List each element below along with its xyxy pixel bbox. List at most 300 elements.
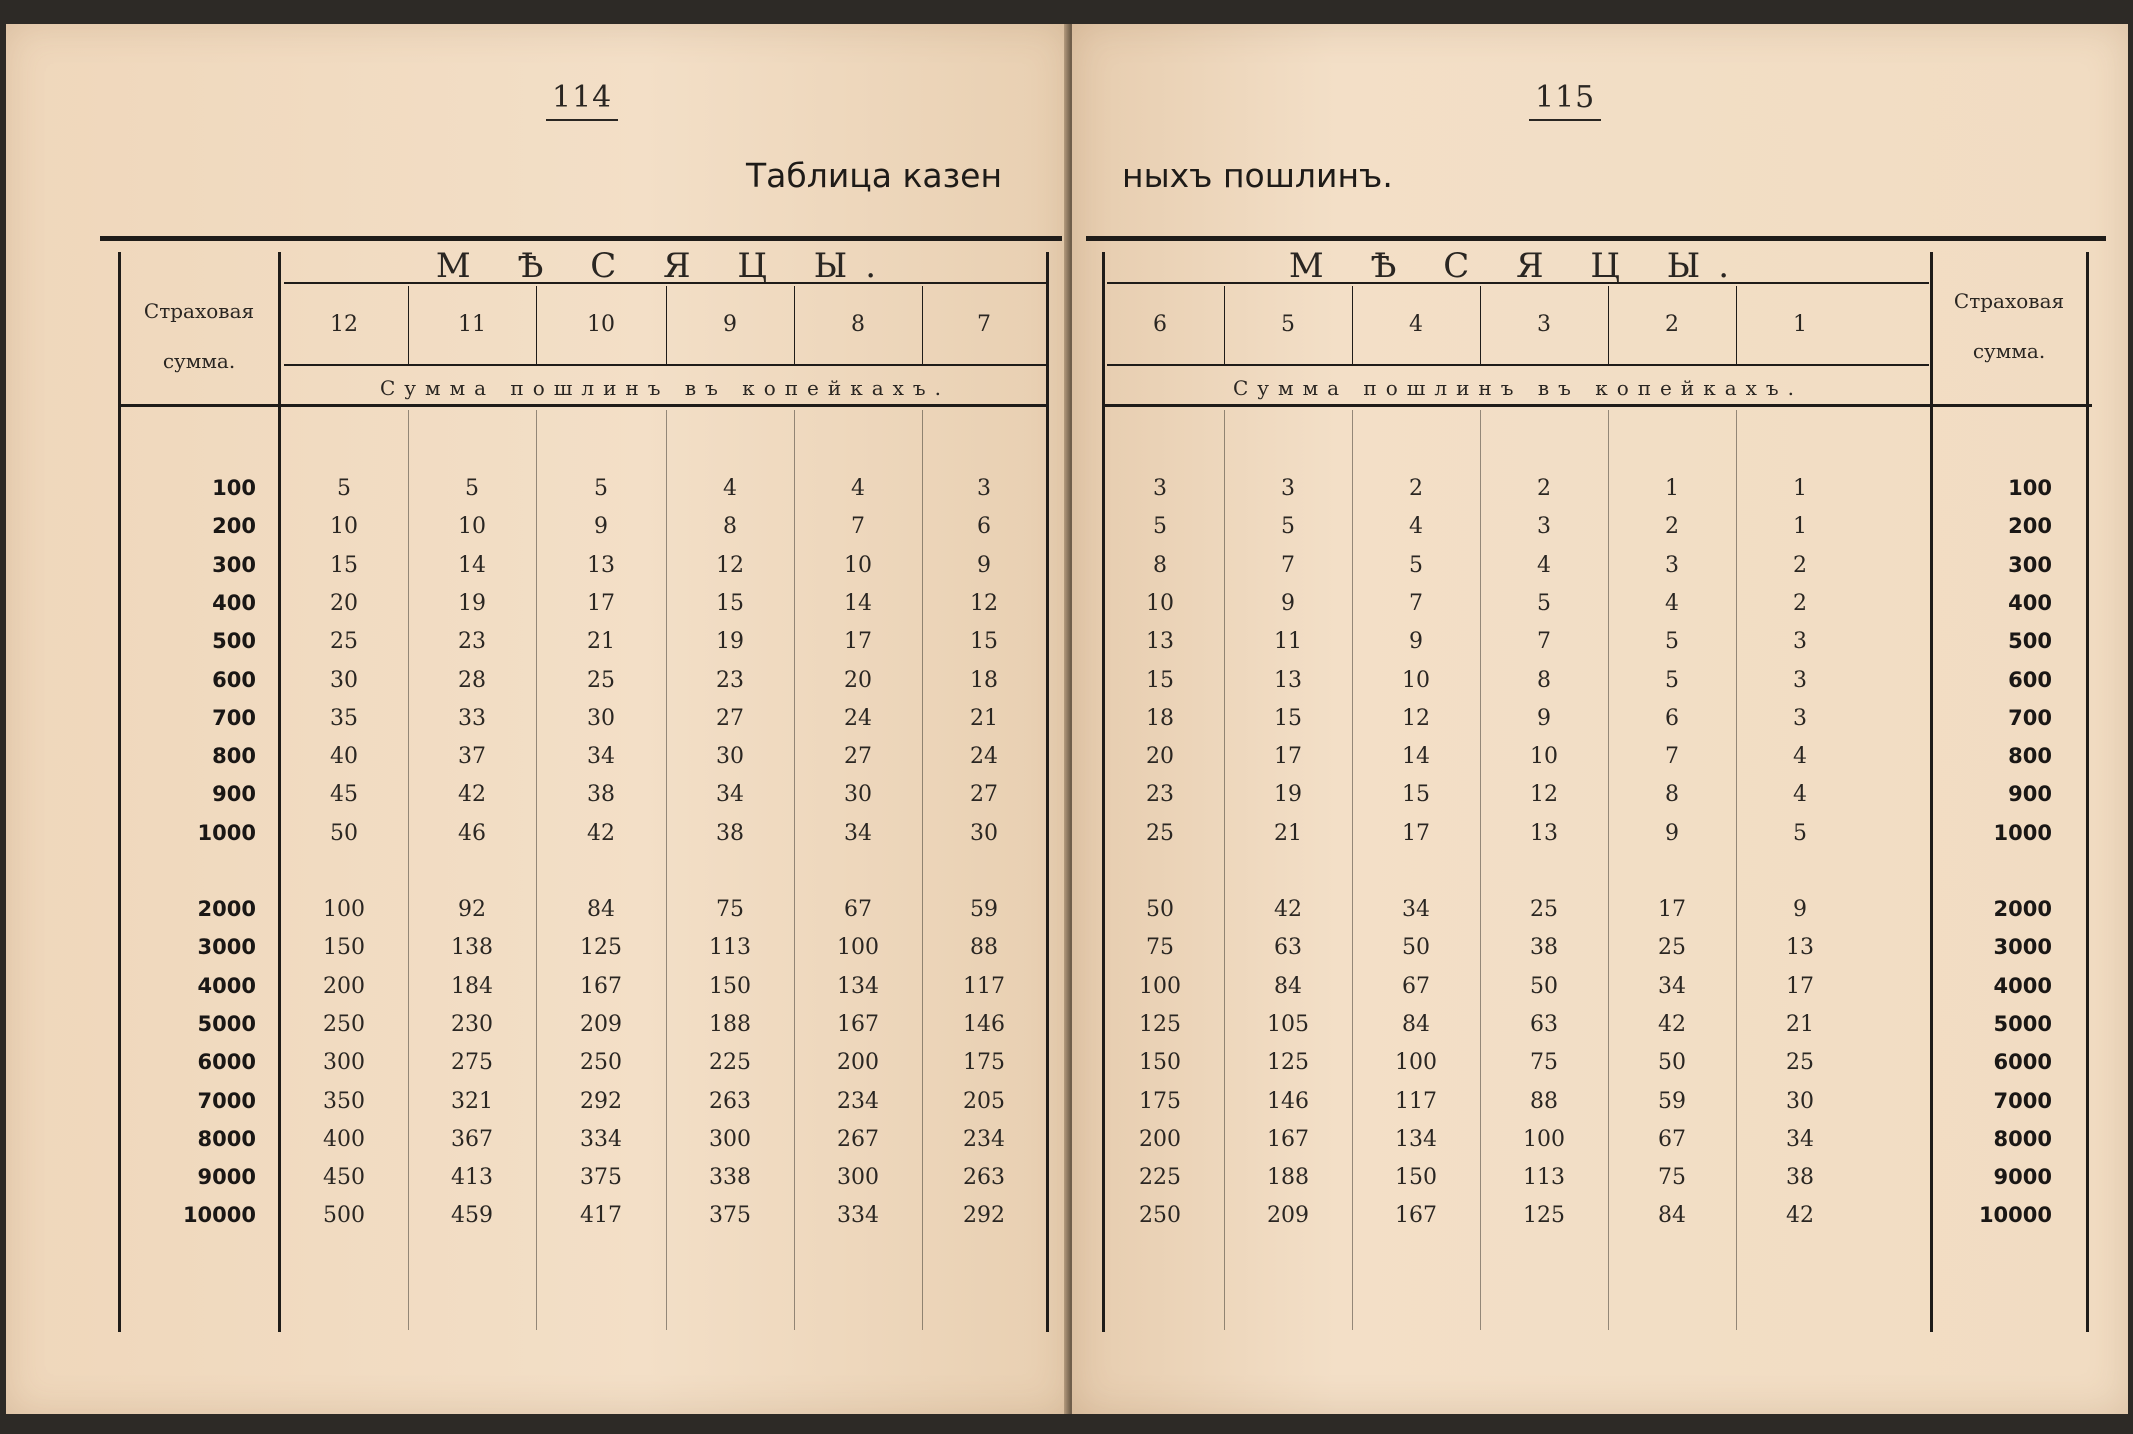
duty-cell: 59 bbox=[970, 897, 998, 922]
duty-cell: 205 bbox=[963, 1088, 1005, 1114]
duty-cell: 4 bbox=[851, 476, 865, 501]
duty-cell: 28 bbox=[458, 667, 486, 693]
duty-cell: 18 bbox=[1146, 705, 1174, 731]
insured-sum-value: 700 bbox=[212, 705, 256, 730]
duty-cell: 34 bbox=[1786, 1126, 1814, 1152]
duty-cell: 25 bbox=[1146, 820, 1174, 846]
duty-cell: 1 bbox=[1793, 514, 1807, 540]
duty-cell: 4 bbox=[1665, 590, 1679, 616]
duty-cell: 250 bbox=[580, 1050, 622, 1076]
duty-cell: 9 bbox=[977, 552, 991, 578]
duty-cell: 20 bbox=[1146, 744, 1174, 770]
duty-cell: 6 bbox=[1665, 705, 1679, 731]
duty-cell: 5 bbox=[1793, 820, 1807, 846]
duty-cell: 117 bbox=[1395, 1088, 1437, 1114]
duty-cell: 12 bbox=[1402, 705, 1430, 731]
duty-cell: 9 bbox=[1409, 629, 1423, 655]
duty-cell: 5 bbox=[337, 476, 351, 501]
body-col-divider bbox=[1736, 410, 1737, 1330]
duty-cell: 23 bbox=[458, 629, 486, 655]
duty-cell: 7 bbox=[1665, 744, 1679, 770]
insured-sum-header-left bbox=[124, 286, 274, 386]
insured-sum-value: 9000 bbox=[1993, 1165, 2052, 1190]
duty-cell: 75 bbox=[1530, 1050, 1558, 1076]
caption-right: Сумма пошлинъ въ копейкахъ. bbox=[1232, 376, 1804, 400]
duty-cell: 234 bbox=[837, 1088, 879, 1114]
duty-cell: 50 bbox=[1530, 973, 1558, 999]
sum-column-rule-right bbox=[1930, 252, 1933, 1332]
duty-cell: 230 bbox=[451, 1011, 493, 1037]
duty-cell: 15 bbox=[716, 590, 744, 616]
duty-cell: 23 bbox=[1146, 782, 1174, 808]
duty-cell: 413 bbox=[451, 1165, 493, 1191]
duty-cell: 367 bbox=[451, 1126, 493, 1152]
header-bottom-rule-right bbox=[1102, 404, 2092, 407]
header-bottom-rule-left bbox=[118, 404, 1046, 407]
duty-cell: 321 bbox=[451, 1088, 493, 1114]
duty-cell: 7 bbox=[1537, 629, 1551, 655]
insured-sum-value: 5000 bbox=[1993, 1011, 2052, 1036]
duty-cell: 10 bbox=[1402, 667, 1430, 693]
duty-cell: 34 bbox=[844, 820, 872, 846]
duty-cell: 3 bbox=[1793, 629, 1807, 655]
insured-sum-label: сумма. bbox=[1972, 339, 2046, 363]
insured-sum-value: 500 bbox=[212, 629, 256, 654]
insured-sum-value: 700 bbox=[2008, 705, 2052, 730]
duty-cell: 14 bbox=[844, 590, 872, 616]
insured-sum-value: 600 bbox=[212, 667, 256, 692]
duty-cell: 38 bbox=[1530, 935, 1558, 961]
duty-cell: 13 bbox=[587, 552, 615, 578]
duty-cell: 1 bbox=[1793, 476, 1807, 501]
duty-cell: 188 bbox=[1267, 1165, 1309, 1191]
duty-cell: 150 bbox=[1139, 1050, 1181, 1076]
duty-cell: 12 bbox=[970, 590, 998, 616]
duty-cell: 417 bbox=[580, 1203, 622, 1229]
duty-cell: 5 bbox=[465, 476, 479, 501]
duty-cell: 15 bbox=[1274, 705, 1302, 731]
sum-column-rule-left bbox=[278, 252, 281, 1332]
month-number: 12 bbox=[330, 312, 358, 337]
left-page bbox=[6, 24, 1070, 1414]
duty-cell: 267 bbox=[837, 1126, 879, 1152]
duty-cell: 3 bbox=[1153, 476, 1167, 501]
duty-cell: 84 bbox=[1402, 1011, 1430, 1037]
insured-sum-label: Страховая bbox=[1953, 289, 2065, 313]
duty-cell: 209 bbox=[1267, 1203, 1309, 1229]
duty-cell: 15 bbox=[1146, 667, 1174, 693]
body-col-divider bbox=[666, 410, 667, 1330]
duty-cell: 7 bbox=[851, 514, 865, 540]
duty-cell: 75 bbox=[716, 897, 744, 922]
month-col-divider bbox=[408, 286, 409, 366]
duty-cell: 19 bbox=[1274, 782, 1302, 808]
duty-cell: 2 bbox=[1665, 514, 1679, 540]
duty-cell: 15 bbox=[970, 629, 998, 655]
duty-cell: 125 bbox=[1267, 1050, 1309, 1076]
duty-cell: 59 bbox=[1658, 1088, 1686, 1114]
duty-cell: 2 bbox=[1793, 590, 1807, 616]
duty-cell: 13 bbox=[1786, 935, 1814, 961]
duty-cell: 292 bbox=[580, 1088, 622, 1114]
duty-cell: 6 bbox=[977, 514, 991, 540]
duty-cell: 338 bbox=[709, 1165, 751, 1191]
duty-cell: 75 bbox=[1146, 935, 1174, 961]
duty-cell: 9 bbox=[1665, 820, 1679, 846]
duty-cell: 8 bbox=[1537, 667, 1551, 693]
duty-cell: 100 bbox=[1523, 1126, 1565, 1152]
month-number: 3 bbox=[1537, 312, 1551, 337]
duty-cell: 3 bbox=[1793, 667, 1807, 693]
duty-cell: 24 bbox=[844, 705, 872, 731]
insured-sum-value: 4000 bbox=[1993, 973, 2052, 998]
duty-cell: 21 bbox=[1274, 820, 1302, 846]
duty-cell: 84 bbox=[1274, 973, 1302, 999]
duty-cell: 84 bbox=[587, 897, 615, 922]
month-number: 8 bbox=[851, 312, 865, 337]
duty-cell: 50 bbox=[330, 820, 358, 846]
duty-cell: 5 bbox=[1537, 590, 1551, 616]
duty-cell: 125 bbox=[1139, 1011, 1181, 1037]
duty-cell: 263 bbox=[709, 1088, 751, 1114]
duty-cell: 12 bbox=[1530, 782, 1558, 808]
duty-cell: 10 bbox=[844, 552, 872, 578]
duty-cell: 5 bbox=[594, 476, 608, 501]
month-number: 9 bbox=[723, 312, 737, 337]
duty-cell: 167 bbox=[837, 1011, 879, 1037]
duty-cell: 25 bbox=[1530, 897, 1558, 922]
duty-cell: 134 bbox=[1395, 1126, 1437, 1152]
body-col-divider bbox=[1352, 410, 1353, 1330]
duty-cell: 5 bbox=[1153, 514, 1167, 540]
insured-sum-value: 5000 bbox=[197, 1011, 256, 1036]
insured-sum-value: 3000 bbox=[197, 935, 256, 960]
duty-cell: 19 bbox=[458, 590, 486, 616]
duty-cell: 3 bbox=[1537, 514, 1551, 540]
duty-cell: 27 bbox=[970, 782, 998, 808]
duty-cell: 88 bbox=[1530, 1088, 1558, 1114]
duty-cell: 50 bbox=[1658, 1050, 1686, 1076]
duty-cell: 100 bbox=[837, 935, 879, 961]
insured-sum-value: 6000 bbox=[197, 1050, 256, 1075]
duty-cell: 30 bbox=[1786, 1088, 1814, 1114]
duty-cell: 167 bbox=[580, 973, 622, 999]
duty-cell: 3 bbox=[1665, 552, 1679, 578]
duty-cell: 334 bbox=[580, 1126, 622, 1152]
duty-cell: 27 bbox=[716, 705, 744, 731]
duty-cell: 200 bbox=[837, 1050, 879, 1076]
month-col-divider bbox=[1224, 286, 1225, 366]
month-numbers-bottom-rule-right bbox=[1107, 364, 1929, 366]
body-col-divider bbox=[1608, 410, 1609, 1330]
duty-cell: 42 bbox=[1274, 897, 1302, 922]
page-number-left: 114 bbox=[546, 80, 618, 121]
duty-cell: 35 bbox=[330, 705, 358, 731]
duty-cell: 188 bbox=[709, 1011, 751, 1037]
duty-cell: 10 bbox=[1530, 744, 1558, 770]
table-title-right: ныхъ пошлинъ. bbox=[1122, 156, 1393, 195]
insured-sum-value: 8000 bbox=[197, 1126, 256, 1151]
insured-sum-header-right bbox=[1934, 276, 2084, 376]
duty-cell: 375 bbox=[580, 1165, 622, 1191]
outer-vertical-rule-right bbox=[2086, 252, 2089, 1332]
duty-cell: 13 bbox=[1530, 820, 1558, 846]
duty-cell: 25 bbox=[587, 667, 615, 693]
duty-cell: 23 bbox=[716, 667, 744, 693]
month-number: 1 bbox=[1793, 312, 1807, 337]
insured-sum-value: 100 bbox=[2008, 476, 2052, 500]
duty-cell: 146 bbox=[1267, 1088, 1309, 1114]
duty-cell: 15 bbox=[330, 552, 358, 578]
duty-cell: 50 bbox=[1146, 897, 1174, 922]
insured-sum-value: 2000 bbox=[197, 897, 256, 921]
duty-cell: 63 bbox=[1274, 935, 1302, 961]
month-col-divider bbox=[922, 286, 923, 366]
insured-sum-value: 1000 bbox=[197, 820, 256, 845]
duty-cell: 209 bbox=[580, 1011, 622, 1037]
month-col-divider bbox=[1608, 286, 1609, 366]
duty-cell: 9 bbox=[1537, 705, 1551, 731]
duty-cell: 100 bbox=[1395, 1050, 1437, 1076]
duty-cell: 4 bbox=[723, 476, 737, 501]
duty-cell: 8 bbox=[1153, 552, 1167, 578]
duty-cell: 11 bbox=[1274, 629, 1302, 655]
duty-cell: 30 bbox=[330, 667, 358, 693]
insured-sum-value: 800 bbox=[212, 744, 256, 769]
duty-cell: 34 bbox=[1658, 973, 1686, 999]
duty-cell: 3 bbox=[977, 476, 991, 501]
duty-cell: 17 bbox=[1658, 897, 1686, 922]
insured-sum-value: 1000 bbox=[1993, 820, 2052, 845]
body-col-divider bbox=[922, 410, 923, 1330]
duty-cell: 21 bbox=[1786, 1011, 1814, 1037]
duty-cell: 18 bbox=[970, 667, 998, 693]
duty-cell: 4 bbox=[1537, 552, 1551, 578]
duty-cell: 42 bbox=[587, 820, 615, 846]
duty-cell: 184 bbox=[451, 973, 493, 999]
duty-cell: 50 bbox=[1402, 935, 1430, 961]
duty-cell: 14 bbox=[1402, 744, 1430, 770]
duty-cell: 225 bbox=[1139, 1165, 1181, 1191]
duty-cell: 350 bbox=[323, 1088, 365, 1114]
duty-cell: 30 bbox=[587, 705, 615, 731]
insured-sum-value: 200 bbox=[212, 514, 256, 539]
duty-cell: 63 bbox=[1530, 1011, 1558, 1037]
duty-cell: 113 bbox=[1523, 1165, 1565, 1191]
insured-sum-value: 800 bbox=[2008, 744, 2052, 769]
insured-sum-value: 10000 bbox=[182, 1203, 256, 1228]
duty-cell: 5 bbox=[1281, 514, 1295, 540]
duty-cell: 88 bbox=[970, 935, 998, 961]
duty-cell: 292 bbox=[963, 1203, 1005, 1229]
months-title-right: М Ѣ С Я Ц Ы. bbox=[1288, 246, 1748, 286]
month-col-divider bbox=[1480, 286, 1481, 366]
duty-cell: 33 bbox=[458, 705, 486, 731]
insured-sum-value: 600 bbox=[2008, 667, 2052, 692]
duty-cell: 400 bbox=[323, 1126, 365, 1152]
month-number: 5 bbox=[1281, 312, 1295, 337]
insured-sum-value: 200 bbox=[2008, 514, 2052, 539]
duty-cell: 113 bbox=[709, 935, 751, 961]
duty-cell: 9 bbox=[594, 514, 608, 540]
duty-cell: 30 bbox=[844, 782, 872, 808]
insured-sum-value: 8000 bbox=[1993, 1126, 2052, 1151]
duty-cell: 234 bbox=[963, 1126, 1005, 1152]
insured-sum-value: 7000 bbox=[197, 1088, 256, 1113]
duty-cell: 17 bbox=[1402, 820, 1430, 846]
body-col-divider bbox=[408, 410, 409, 1330]
month-col-divider bbox=[794, 286, 795, 366]
duty-cell: 10 bbox=[1146, 590, 1174, 616]
month-number: 6 bbox=[1153, 312, 1167, 337]
duty-cell: 125 bbox=[580, 935, 622, 961]
duty-cell: 45 bbox=[330, 782, 358, 808]
duty-cell: 375 bbox=[709, 1203, 751, 1229]
duty-cell: 84 bbox=[1658, 1203, 1686, 1229]
month-number: 2 bbox=[1665, 312, 1679, 337]
duty-cell: 92 bbox=[458, 897, 486, 922]
duty-cell: 38 bbox=[716, 820, 744, 846]
top-rule-right bbox=[1086, 236, 2106, 241]
duty-cell: 25 bbox=[330, 629, 358, 655]
duty-cell: 17 bbox=[844, 629, 872, 655]
duty-cell: 2 bbox=[1409, 476, 1423, 501]
duty-cell: 146 bbox=[963, 1011, 1005, 1037]
duty-cell: 30 bbox=[970, 820, 998, 846]
insured-sum-value: 100 bbox=[212, 476, 256, 500]
duty-cell: 167 bbox=[1267, 1126, 1309, 1152]
duty-cell: 25 bbox=[1786, 1050, 1814, 1076]
month-number: 11 bbox=[458, 312, 486, 337]
duty-cell: 263 bbox=[963, 1165, 1005, 1191]
month-number: 7 bbox=[977, 312, 991, 337]
duty-cell: 200 bbox=[1139, 1126, 1181, 1152]
duty-cell: 13 bbox=[1146, 629, 1174, 655]
duty-cell: 10 bbox=[458, 514, 486, 540]
duty-cell: 138 bbox=[451, 935, 493, 961]
months-title-left: М Ѣ С Я Ц Ы. bbox=[435, 246, 895, 286]
insured-sum-value: 400 bbox=[212, 590, 256, 615]
insured-sum-value: 300 bbox=[2008, 552, 2052, 577]
duty-cell: 15 bbox=[1402, 782, 1430, 808]
month-number: 10 bbox=[587, 312, 615, 337]
duty-cell: 7 bbox=[1409, 590, 1423, 616]
insured-sum-value: 900 bbox=[212, 782, 256, 807]
duty-cell: 8 bbox=[723, 514, 737, 540]
duty-cell: 459 bbox=[451, 1203, 493, 1229]
duty-cell: 17 bbox=[587, 590, 615, 616]
duty-cell: 75 bbox=[1658, 1165, 1686, 1191]
insured-sum-value: 2000 bbox=[1993, 897, 2052, 921]
duty-cell: 105 bbox=[1267, 1011, 1309, 1037]
duty-cell: 2 bbox=[1793, 552, 1807, 578]
duty-cell: 175 bbox=[963, 1050, 1005, 1076]
duty-cell: 300 bbox=[837, 1165, 879, 1191]
duty-cell: 24 bbox=[970, 744, 998, 770]
duty-cell: 150 bbox=[323, 935, 365, 961]
body-col-divider bbox=[1224, 410, 1225, 1330]
duty-cell: 5 bbox=[1665, 667, 1679, 693]
body-col-divider bbox=[1480, 410, 1481, 1330]
insured-sum-value: 10000 bbox=[1978, 1203, 2052, 1228]
duty-cell: 17 bbox=[1786, 973, 1814, 999]
duty-cell: 3 bbox=[1281, 476, 1295, 501]
insured-sum-value: 400 bbox=[2008, 590, 2052, 615]
caption-left: Сумма пошлинъ въ копейкахъ. bbox=[379, 376, 951, 400]
body-col-divider bbox=[536, 410, 537, 1330]
right-vertical-rule-left bbox=[1046, 252, 1049, 1332]
duty-cell: 4 bbox=[1793, 782, 1807, 808]
month-col-divider bbox=[1352, 286, 1353, 366]
duty-cell: 1 bbox=[1665, 476, 1679, 501]
duty-cell: 200 bbox=[323, 973, 365, 999]
insured-sum-value: 500 bbox=[2008, 629, 2052, 654]
duty-cell: 10 bbox=[330, 514, 358, 540]
duty-cell: 20 bbox=[330, 590, 358, 616]
duty-cell: 4 bbox=[1409, 514, 1423, 540]
duty-cell: 42 bbox=[458, 782, 486, 808]
duty-cell: 7 bbox=[1281, 552, 1295, 578]
duty-cell: 67 bbox=[844, 897, 872, 922]
insured-sum-value: 300 bbox=[212, 552, 256, 577]
duty-cell: 5 bbox=[1409, 552, 1423, 578]
duty-cell: 150 bbox=[1395, 1165, 1437, 1191]
duty-cell: 21 bbox=[970, 705, 998, 731]
top-rule-left bbox=[100, 236, 1062, 241]
page-number-right: 115 bbox=[1529, 80, 1601, 121]
duty-cell: 134 bbox=[837, 973, 879, 999]
duty-cell: 12 bbox=[716, 552, 744, 578]
duty-cell: 34 bbox=[1402, 897, 1430, 922]
duty-cell: 275 bbox=[451, 1050, 493, 1076]
month-number: 4 bbox=[1409, 312, 1423, 337]
duty-cell: 2 bbox=[1537, 476, 1551, 501]
table-title-left: Таблица казен bbox=[746, 156, 1003, 195]
duty-cell: 25 bbox=[1658, 935, 1686, 961]
duty-cell: 100 bbox=[1139, 973, 1181, 999]
duty-cell: 46 bbox=[458, 820, 486, 846]
right-page bbox=[1072, 24, 2128, 1414]
duty-cell: 34 bbox=[716, 782, 744, 808]
duty-cell: 500 bbox=[323, 1203, 365, 1229]
duty-cell: 21 bbox=[587, 629, 615, 655]
duty-cell: 9 bbox=[1793, 897, 1807, 922]
duty-cell: 30 bbox=[716, 744, 744, 770]
duty-cell: 67 bbox=[1658, 1126, 1686, 1152]
duty-cell: 19 bbox=[716, 629, 744, 655]
duty-cell: 167 bbox=[1395, 1203, 1437, 1229]
insured-sum-label: Страховая bbox=[143, 299, 255, 323]
month-numbers-bottom-rule-left bbox=[284, 364, 1046, 366]
body-col-divider bbox=[794, 410, 795, 1330]
duty-cell: 27 bbox=[844, 744, 872, 770]
duty-cell: 300 bbox=[709, 1126, 751, 1152]
duty-cell: 450 bbox=[323, 1165, 365, 1191]
duty-cell: 175 bbox=[1139, 1088, 1181, 1114]
insured-sum-value: 3000 bbox=[1993, 935, 2052, 960]
duty-cell: 4 bbox=[1793, 744, 1807, 770]
duty-cell: 40 bbox=[330, 744, 358, 770]
duty-cell: 17 bbox=[1274, 744, 1302, 770]
month-col-divider bbox=[1736, 286, 1737, 366]
duty-cell: 8 bbox=[1665, 782, 1679, 808]
duty-cell: 225 bbox=[709, 1050, 751, 1076]
duty-cell: 125 bbox=[1523, 1203, 1565, 1229]
month-col-divider bbox=[666, 286, 667, 366]
insured-sum-value: 6000 bbox=[1993, 1050, 2052, 1075]
duty-cell: 42 bbox=[1786, 1203, 1814, 1229]
duty-cell: 42 bbox=[1658, 1011, 1686, 1037]
